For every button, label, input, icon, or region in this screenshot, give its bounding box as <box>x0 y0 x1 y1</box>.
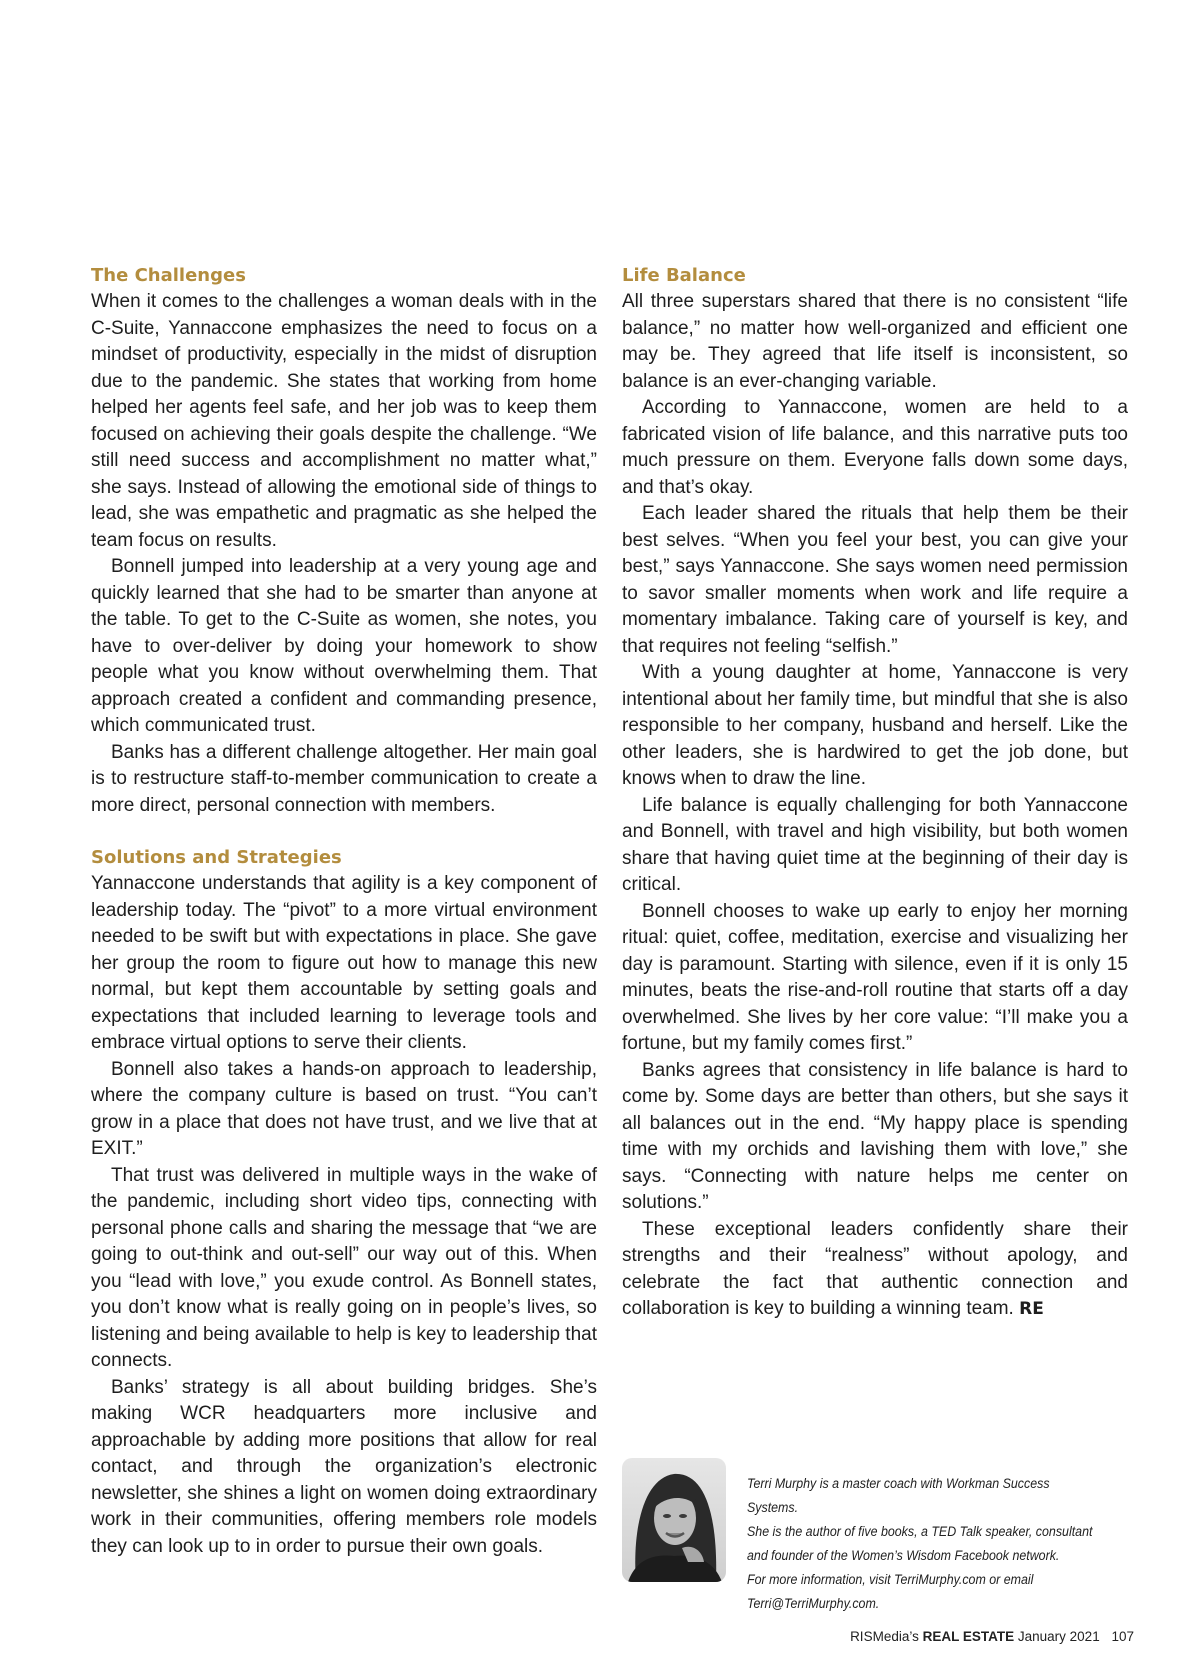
author-portrait-image <box>622 1458 726 1582</box>
end-mark: RE <box>1019 1299 1044 1319</box>
paragraph: Bonnell also takes a hands-on approach to leadership, where the company culture is based on trust. “You can’t grow in a place that does not have trust, and we live that at EXIT.” <box>91 1058 597 1159</box>
section-heading-solutions: Solutions and Strategies <box>91 847 342 868</box>
paragraph: Yannaccone understands that agility is a key component of leadership today. The “pivot” to a more virtual environment needed to be swift but with expectations in place. She gave her group the room to figure out how to manage this new normal, but kept them accountable by setting goals and expectations that included learning to leverage tools and embrace virtual options to serve their clients. <box>91 873 597 1053</box>
bio-text <box>747 1472 1101 1616</box>
closing-text: These exceptional leaders confidently share their strengths and their “realness” without apology, and celebrate the fact that authentic connection and collaboration is key to building a winning team. <box>622 1218 1128 1319</box>
paragraph: Life balance is equally challenging for both Yannaccone and Bonnell, with travel and high visibility, but both women share that having quiet time at the beginning of their day is critical. <box>622 794 1128 895</box>
bio-line: Terri Murphy is a master coach with Workman Success Systems. <box>747 1476 1050 1515</box>
paragraph: That trust was delivered in multiple ways in the wake of the pandemic, including short video tips, connecting with personal phone calls and sharing the message that “we are going to out-think and out-sell” our way out of this. When you “lead with love,” you exude control. As Bonnell states, you don’t know what is really going on in people’s lives, so listening and being available to help is key to leadership that connects. <box>91 1164 597 1371</box>
left-column <box>91 263 597 1560</box>
issue-date: January 2021 <box>1017 1629 1100 1644</box>
page-footer <box>850 1629 1134 1644</box>
closing-paragraph <box>622 1217 1128 1323</box>
section-heading-challenges: The Challenges <box>91 265 246 286</box>
section-heading-life-balance: Life Balance <box>622 265 746 286</box>
paragraph: According to Yannaccone, women are held to a fabricated vision of life balance, and this narrative puts too much pressure on them. Everyone falls down some days, and that’s okay. <box>622 397 1128 498</box>
paragraph: Bonnell chooses to wake up early to enjoy her morning ritual: quiet, coffee, meditation, exercise and visualizing her day is paramount. Starting with silence, even if it is only 15 minutes, beats the rise-and-roll routine that starts off a day overwhelmed. She lives by her core value: “I’ll make you a fortune, but my family comes first.” <box>622 900 1128 1054</box>
author-photo <box>622 1458 726 1582</box>
page-number: 107 <box>1111 1629 1134 1644</box>
paragraph: Each leader shared the rituals that help them be their best selves. “When you feel your best, you can give your best,” says Yannaccone. She says women need permission to savor smaller moments when work and life require a momentary imbalance. Taking care of yourself is key, and that requires not feeling “selfish.” <box>622 503 1128 657</box>
bio-line: She is the author of five books, a TED Talk speaker, consultant <box>747 1524 1093 1539</box>
publication-name: REAL ESTATE <box>922 1629 1015 1644</box>
paragraph: Banks has a different challenge altogether. Her main goal is to restructure staff-to-member communication to create a more direct, personal connection with members. <box>91 741 597 816</box>
publication-prefix: RISMedia’s <box>850 1629 919 1644</box>
paragraph: Banks agrees that consistency in life balance is hard to come by. Some days are better than others, but she says it all balances out in the end. “My happy place is spending time with my orchids and lavishing them with love,” she says. “Connecting with nature helps me center on solutions.” <box>622 1059 1128 1213</box>
paragraph: Bonnell jumped into leadership at a very young age and quickly learned that she had to be smarter than anyone at the table. To get to the C-Suite as women, she notes, you have to over-deliver by doing your homework to show people what you know without overwhelming them. That approach created a confident and commanding presence, which communicated trust. <box>91 556 597 736</box>
bio-line: and founder of the Women’s Wisdom Facebook network. <box>747 1548 1060 1563</box>
paragraph: When it comes to the challenges a woman deals with in the C-Suite, Yannaccone emphasizes the need to focus on a mindset of productivity, especially in the midst of disruption due to the pandemic. She states that working from home helped her agents feel safe, and her job was to keep them focused on achieving their goals despite the challenge. “We still need success and accomplishment no matter what,” she says. Instead of allowing the emotional side of things to lead, she was empathetic and pragmatic as she helped the team focus on results. <box>91 291 597 551</box>
author-bio <box>622 1458 1132 1611</box>
right-column <box>622 263 1128 1323</box>
section-spacer <box>91 819 597 845</box>
bio-line: Terri@TerriMurphy.com. <box>747 1596 880 1611</box>
bio-line: For more information, visit TerriMurphy.com or email <box>747 1572 1034 1587</box>
paragraph: With a young daughter at home, Yannaccone is very intentional about her family time, but mindful that she is also responsible to her company, husband and herself. Like the other leaders, she is hardwired to get the job done, but knows when to draw the line. <box>622 662 1128 789</box>
paragraph: Banks’ strategy is all about building bridges. She’s making WCR headquarters more inclusive and approachable by adding more positions that allow for real contact, and through the organization’s electronic newsletter, she shines a light on women doing extraordinary work in their communities, offering members role models they can look up to in order to pursue their own goals. <box>91 1376 597 1557</box>
paragraph: All three superstars shared that there is no consistent “life balance,” no matter how well-organized and efficient one may be. They agreed that life itself is inconsistent, so balance is an ever-changing variable. <box>622 291 1128 392</box>
